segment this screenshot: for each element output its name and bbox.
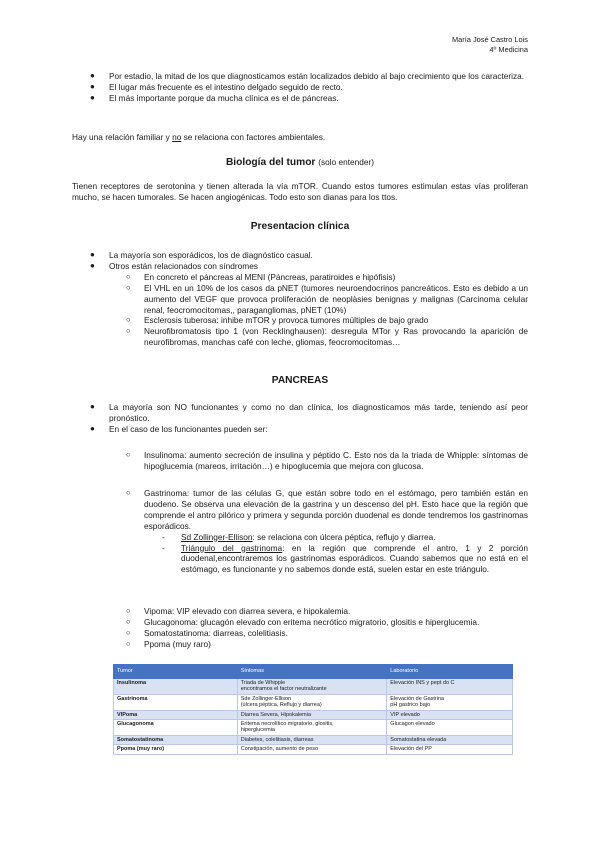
bullet-icon: ● — [90, 402, 95, 411]
bullet-icon: ● — [90, 71, 95, 80]
circle-bullet-icon: ○ — [126, 315, 131, 325]
table-cell: Ppoma (muy raro) — [114, 745, 238, 754]
gastrinoma-item — [72, 488, 528, 575]
table-cell: Glucagonoma — [114, 720, 238, 736]
familial-note: Hay una relación familiar y no se relaciona con factores ambientales. — [72, 132, 326, 142]
list-item: ● Otros están relacionados con síndromes — [90, 260, 258, 271]
pancreas-list — [72, 402, 528, 435]
bullet-icon: ● — [90, 260, 95, 270]
list-item: ● La mayoría son esporádicos, los de diagnóstico casual. — [90, 250, 313, 260]
list-item: ● La mayoría son NO funcionantes y como no dan clínica, los diagnosticamos más tarde, teniendo así peor pronóstico. — [90, 402, 528, 423]
bullet-icon: ● — [90, 92, 95, 102]
bullet-icon: ● — [90, 423, 95, 433]
tumor-table — [113, 664, 513, 755]
list-item: ● Por estadio, la mitad de los que diagnosticamos están localizados debido al bajo crecimiento que los caracteriza. — [90, 71, 525, 81]
author-header — [452, 35, 528, 55]
tumor-table-wrap — [113, 664, 513, 755]
biology-heading: Biología del tumor (solo entender) — [225, 157, 375, 168]
list-item: ○ Glucagonoma: glucagón elevado con eritema necrótico migratorio, glositis e hiperglucemia. — [126, 616, 480, 627]
table-cell: Somatostatinoma — [114, 735, 238, 744]
list-item: ○ El VHL en un 10% de los casos da pNET (tumores neuroendocrinos pancreáticos. Esto es debido a un aumento del VEGF que provoca proliferación de neoplàsies benignas y malignas (Carcinoma celular renal, feocromocitomas,, paragangliomas, pNET (10%) — [126, 282, 528, 315]
bullet-icon: ● — [90, 250, 95, 259]
pancreas-heading: PANCREAS — [271, 375, 329, 386]
list-item: ○ Somatostatinoma: diarreas, colelitiasis. — [126, 627, 288, 638]
other-tumors-list — [72, 606, 528, 650]
table-header-row — [114, 665, 513, 679]
table-cell: Triada de Whipple encontramos el factor neutralizante — [237, 679, 387, 695]
table-row — [114, 745, 513, 754]
table-row — [114, 720, 513, 736]
circle-bullet-icon: ○ — [126, 488, 131, 497]
list-item: ○ Vipoma: VIP elevado con diarrea severa, e hipokalemia. — [126, 606, 351, 616]
list-item: ● El lugar más frecuente es el intestino delgado seguido de recto. — [90, 81, 343, 92]
table-row — [114, 710, 513, 719]
circle-bullet-icon: ○ — [126, 450, 131, 459]
table-cell: Insulinoma — [114, 679, 238, 695]
table-cell: VIP elevado — [387, 710, 513, 719]
table-cell: Elevación INS y pept do C — [387, 679, 513, 695]
table-cell: Diarrea Severa, Hipokalemia — [237, 710, 387, 719]
table-cell: Gastrinoma — [114, 694, 238, 710]
list-item: ● En el caso de los funcionantes pueden ser: — [90, 423, 268, 434]
table-header-cell: Síntomas — [237, 665, 387, 679]
list-item: ○ Gastrinoma: tumor de las células G, que están sobre todo en el estómago, pero también están en duodeno. Se observa una elevación de la gastrina y un descenso del pH. Esto hace que la región que comprende el antro pilórico y primera y segunda porción duodenal es donde tendremos los gastrinomas esporádicos. — [126, 488, 528, 531]
circle-bullet-icon: ○ — [126, 271, 131, 281]
circle-bullet-icon: ○ — [126, 282, 131, 292]
insulinoma-item — [72, 450, 528, 472]
list-item: - Sd Zollinger-Ellison: se relaciona con úlcera péptica, reflujo y diarrea. — [162, 531, 436, 542]
list-item: ○ Neurofibromatosis tipo 1 (von Recklinghausen): desregula MTor y Ras provocando la aparición de neurofibromas, manchas café con leche, gliomas, feocromocitomas… — [126, 326, 528, 348]
circle-bullet-icon: ○ — [126, 627, 131, 637]
list-item: ○ Esclerosis tuberosa: inhibe mTOR y provoca tumores múltiples de bajo grado — [126, 315, 429, 326]
dash-bullet-icon: - — [162, 531, 165, 542]
list-item: ○ Insulinoma: aumento secreción de insulina y péptido C. Esto nos da la triada de Whipple: síntomas de hipoglucemia (mareos, irritación…) e hipoglucemia que mejora con glucosa. — [126, 450, 528, 471]
table-row — [114, 735, 513, 744]
presentation-list — [72, 250, 528, 348]
list-item: ○ En concreto el páncreas al MENI (Páncreas, paratiroides e hipófisis) — [126, 271, 396, 282]
table-row — [114, 694, 513, 710]
table-cell: Glucagon elevado — [387, 720, 513, 736]
biology-paragraph: Tienen receptores de serotonina y tienen alterada la vía mTOR. Cuando estos tumores estimulan estas vías proliferan mucho, se hacen tumorales. Se hacen angiogénicas. Todo esto son dianas para los ttos. — [72, 181, 528, 202]
bullet-icon: ● — [90, 81, 95, 91]
table-cell: Elevación de Gastrina pH gastrico bajo — [387, 694, 513, 710]
table-row — [114, 679, 513, 695]
list-item: - Triángulo del gastrinoma: en la región que comprende el antro, 1 y 2 porción duodenal,encontraremos los gastrinomas esporádicos. Cuando sabemos que no está en el estómago, es funcionante y no sabemos donde está, suelen estar en este triángulo. — [162, 542, 528, 575]
table-cell: Elevación del PP — [387, 745, 513, 754]
circle-bullet-icon: ○ — [126, 606, 131, 615]
table-cell: Constipación, aumento de peso — [237, 745, 387, 754]
circle-bullet-icon: ○ — [126, 326, 131, 336]
presentation-heading: Presentacion clínica — [250, 221, 350, 232]
table-cell: Somatostatina elevada — [387, 735, 513, 744]
author-name: María José Castro Lois — [452, 35, 528, 44]
table-cell: VIPoma — [114, 710, 238, 719]
table-header-cell: Tumor — [114, 665, 238, 679]
circle-bullet-icon: ○ — [126, 638, 131, 648]
table-cell: Sde Zollinger-Ellison (úlcera péptica, Reflujo y diarrea) — [237, 694, 387, 710]
dash-bullet-icon: - — [162, 542, 165, 553]
circle-bullet-icon: ○ — [126, 616, 131, 626]
list-item: ○ Ppoma (muy raro) — [126, 638, 211, 649]
intro-bullet-list — [72, 71, 528, 104]
table-header-cell: Laboratorio — [387, 665, 513, 679]
table-cell: Diabetes, colelitiasis, diarreas — [237, 735, 387, 744]
list-item: ● El más importante porque da mucha clínica es el de páncreas. — [90, 92, 339, 103]
author-course: 4º Medicina — [489, 45, 528, 54]
table-cell: Eritema necrolítico migratorio, glositis, hiperglucemia — [237, 720, 387, 736]
